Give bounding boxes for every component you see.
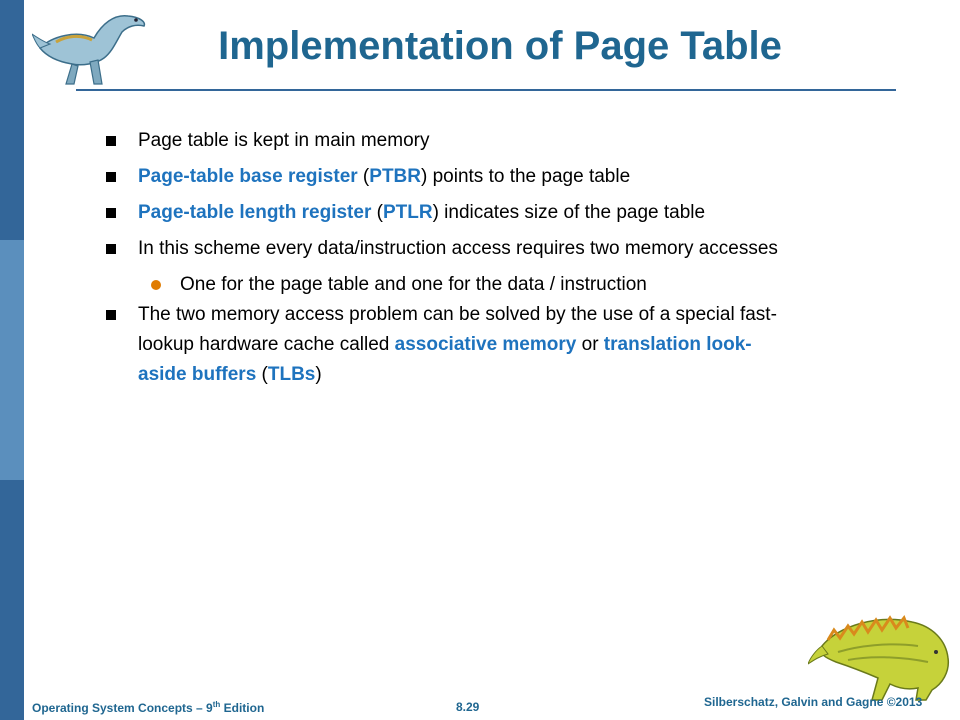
square-bullet-icon: [106, 136, 116, 146]
footer-copyright: Silberschatz, Galvin and Gagne ©2013: [704, 695, 923, 709]
term-highlight: TLBs: [267, 364, 316, 385]
bullet-list: [106, 126, 796, 390]
slide-title: Implementation of Page Table: [218, 24, 782, 68]
footer-page-number: 8.29: [456, 700, 480, 714]
list-item: [106, 198, 796, 228]
term-highlight: PTLR: [382, 202, 433, 223]
list-item: [106, 300, 796, 390]
footer-book-title: [32, 700, 264, 715]
footer-book-edition: Edition: [220, 701, 265, 715]
list-item: [106, 126, 796, 156]
square-bullet-icon: [106, 310, 116, 320]
footer-book-superscript: th: [212, 700, 221, 709]
square-bullet-icon: [106, 244, 116, 254]
bullet-text: The two memory access problem can be solved by the use of a special fast-lookup hardware cache called: [138, 304, 777, 355]
dinosaur-bottom-icon: [808, 606, 956, 702]
list-item: [106, 162, 796, 192]
bullet-text: (: [256, 364, 268, 385]
term-highlight: associative memory: [394, 334, 577, 355]
bullet-text: ) points to the page table: [421, 166, 631, 187]
bullet-text: ): [315, 364, 322, 385]
sub-list-item: [106, 270, 796, 300]
term-highlight: Page-table length register: [138, 202, 372, 223]
term-highlight: Page-table base register: [138, 166, 358, 187]
bullet-text: or: [576, 334, 604, 355]
sidebar-band-top: [0, 0, 24, 240]
sub-bullet-text: One for the page table and one for the data / instruction: [180, 274, 647, 295]
bullet-text: (: [371, 202, 383, 223]
term-highlight: translation look-aside buffers: [138, 334, 752, 385]
title-underline: [76, 89, 896, 91]
square-bullet-icon: [106, 208, 116, 218]
footer-book-text: Operating System Concepts – 9: [32, 701, 213, 715]
term-highlight: PTBR: [369, 166, 421, 187]
round-bullet-icon: [151, 280, 161, 290]
bullet-text: ) indicates size of the page table: [432, 202, 706, 223]
dinosaur-top-icon: [32, 8, 150, 90]
bullet-text: (: [357, 166, 370, 187]
bullet-text: In this scheme every data/instruction access requires two memory accesses: [138, 238, 778, 259]
square-bullet-icon: [106, 172, 116, 182]
bullet-text: Page table is kept in main memory: [138, 130, 430, 151]
list-item: [106, 234, 796, 264]
sidebar-band-bottom: [0, 480, 24, 720]
sidebar-band-middle: [0, 240, 24, 480]
